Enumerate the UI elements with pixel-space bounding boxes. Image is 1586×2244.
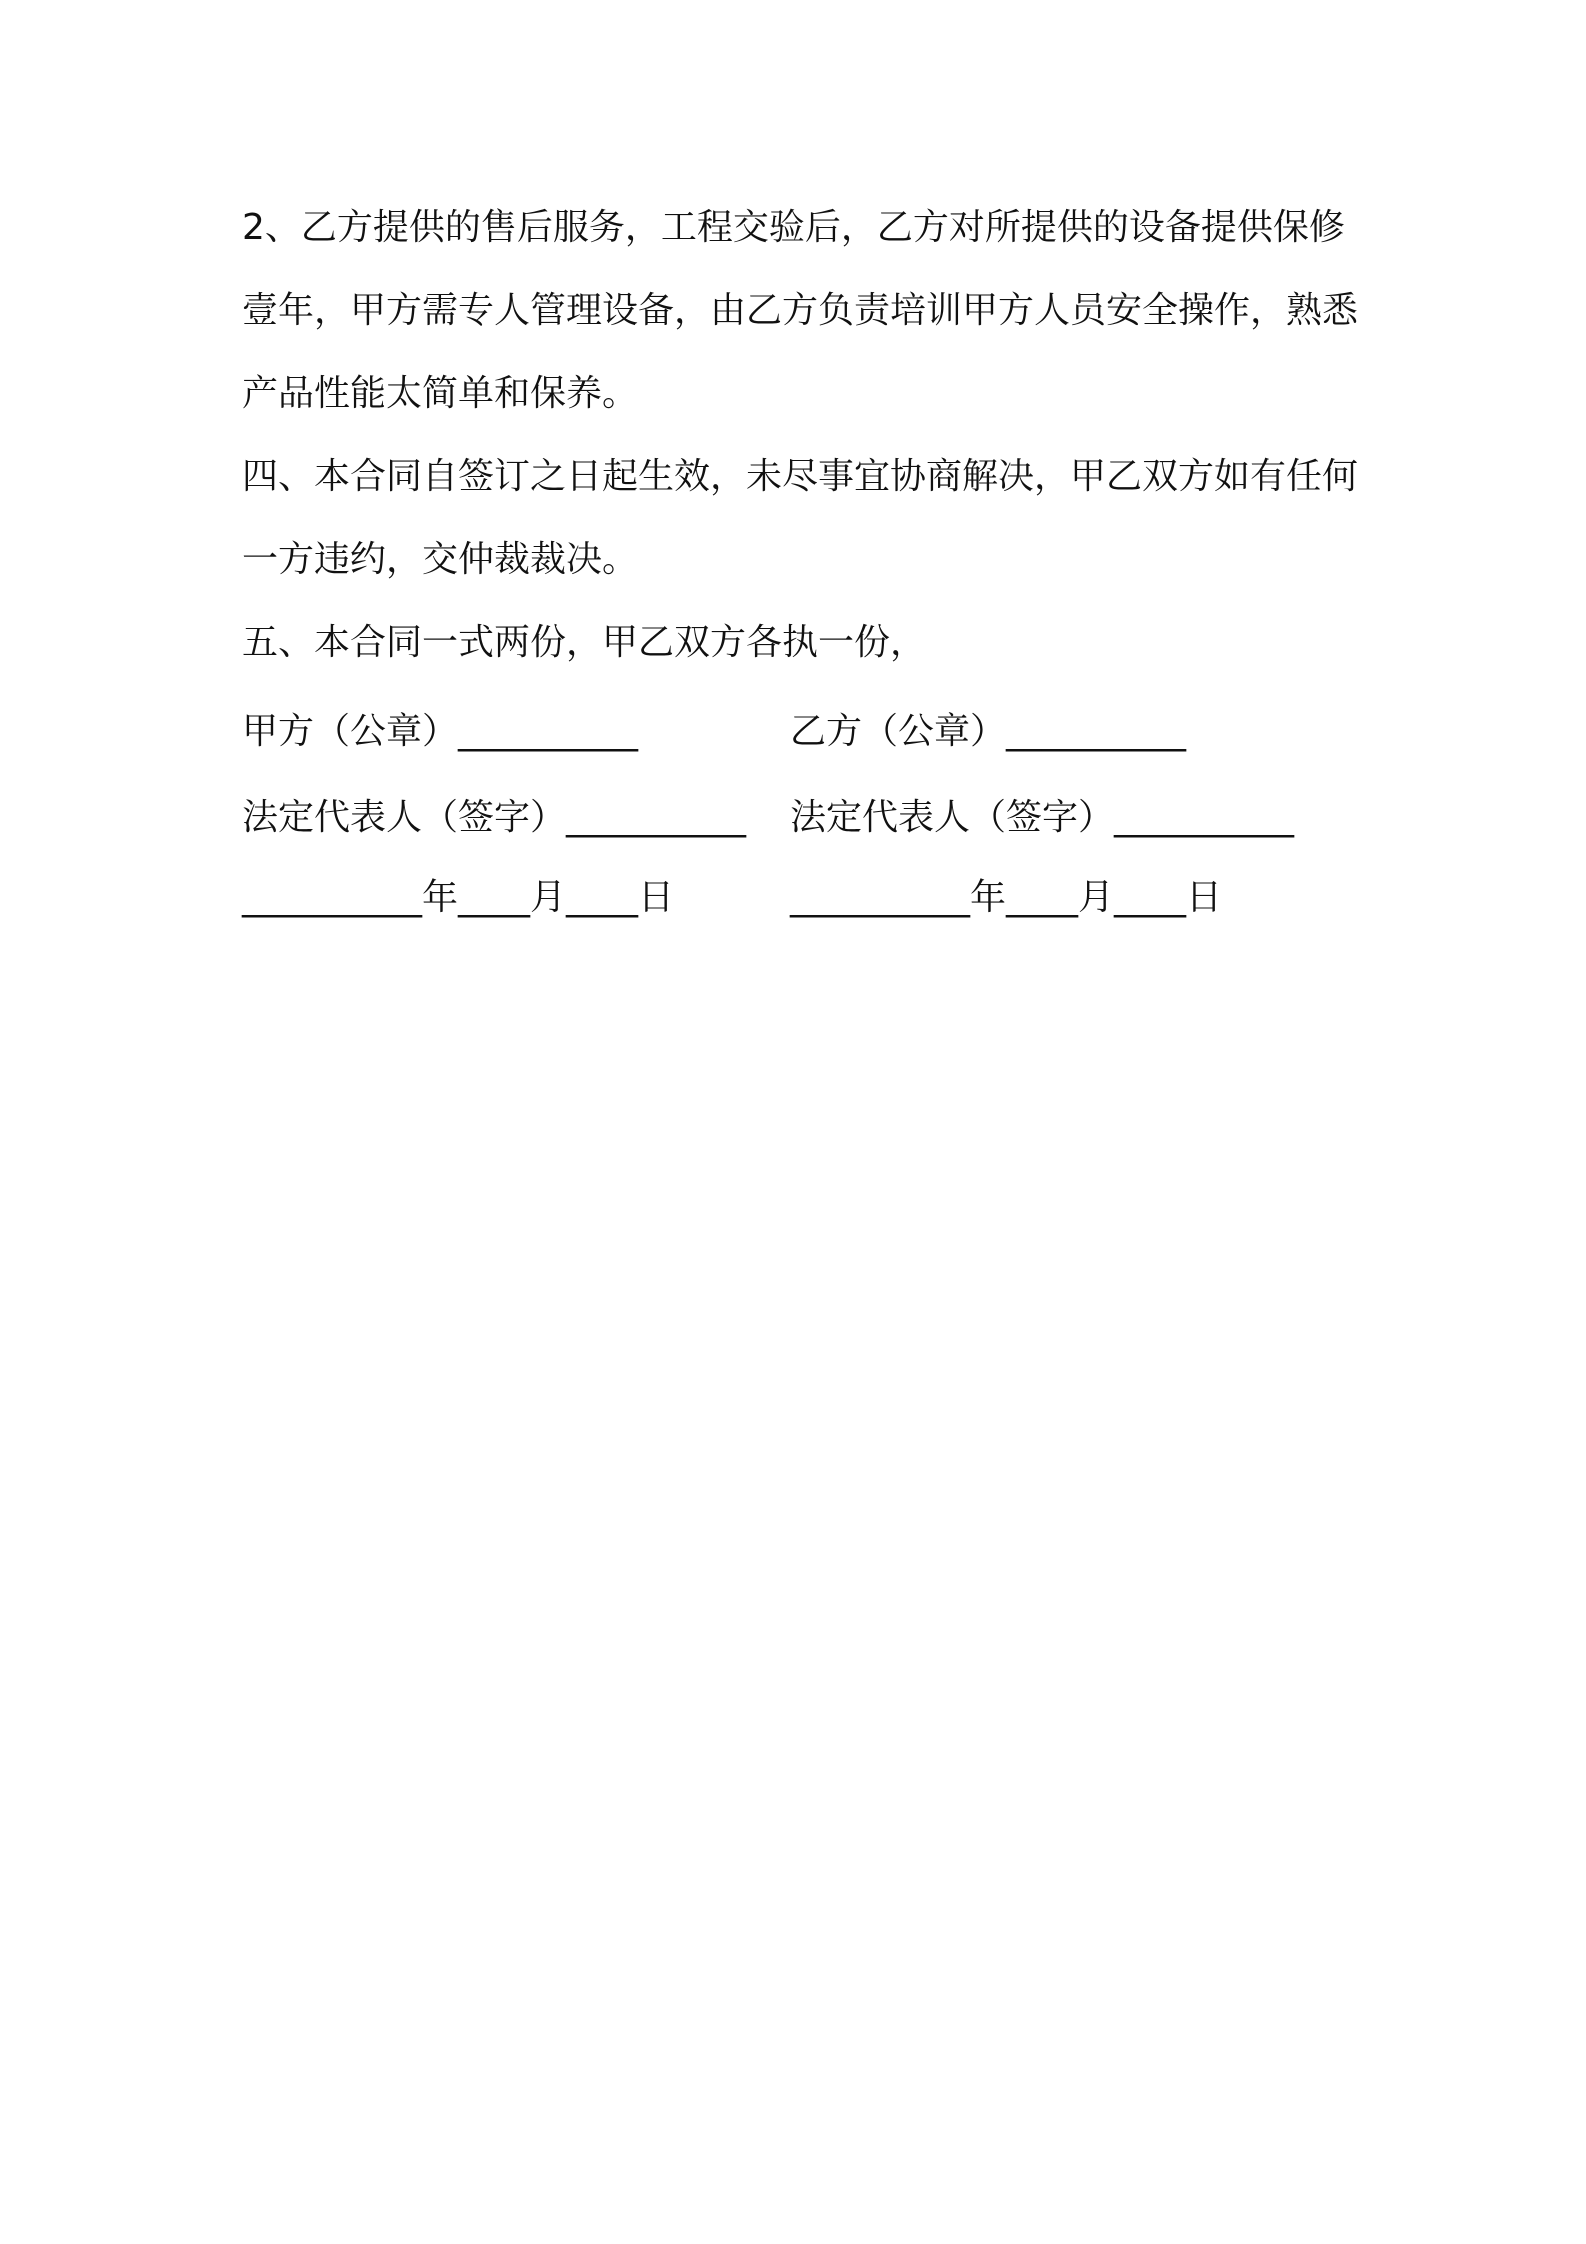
paragraph-copies-clause: 五、本合同一式两份，甲乙双方各执一份， <box>242 622 927 663</box>
paragraph-after-sales-service: 2、乙方提供的售后服务，工程交验后，乙方对所提供的设备提供保修壹年，甲方需专人管理设备，由乙方负责培训甲方人员安全操作，熟悉产品性能太简单和保养。 <box>242 207 1359 414</box>
paragraph-effective-clause: 四、本合同自签订之日起生效，未尽事宜协商解决，甲乙双方如有任何一方违约，交仲裁裁决。 <box>242 456 1359 580</box>
party-b-date-line: __________年____月____日 <box>790 877 1222 918</box>
party-b-seal-line: 乙方（公章）__________ <box>790 711 1187 752</box>
party-a-date-line: __________年____月____日 <box>242 877 674 918</box>
party-a-rep-line: 法定代表人（签字）__________ <box>242 797 747 838</box>
party-a-seal-line: 甲方（公章）__________ <box>242 711 639 752</box>
party-b-rep-line: 法定代表人（签字）__________ <box>790 797 1295 838</box>
